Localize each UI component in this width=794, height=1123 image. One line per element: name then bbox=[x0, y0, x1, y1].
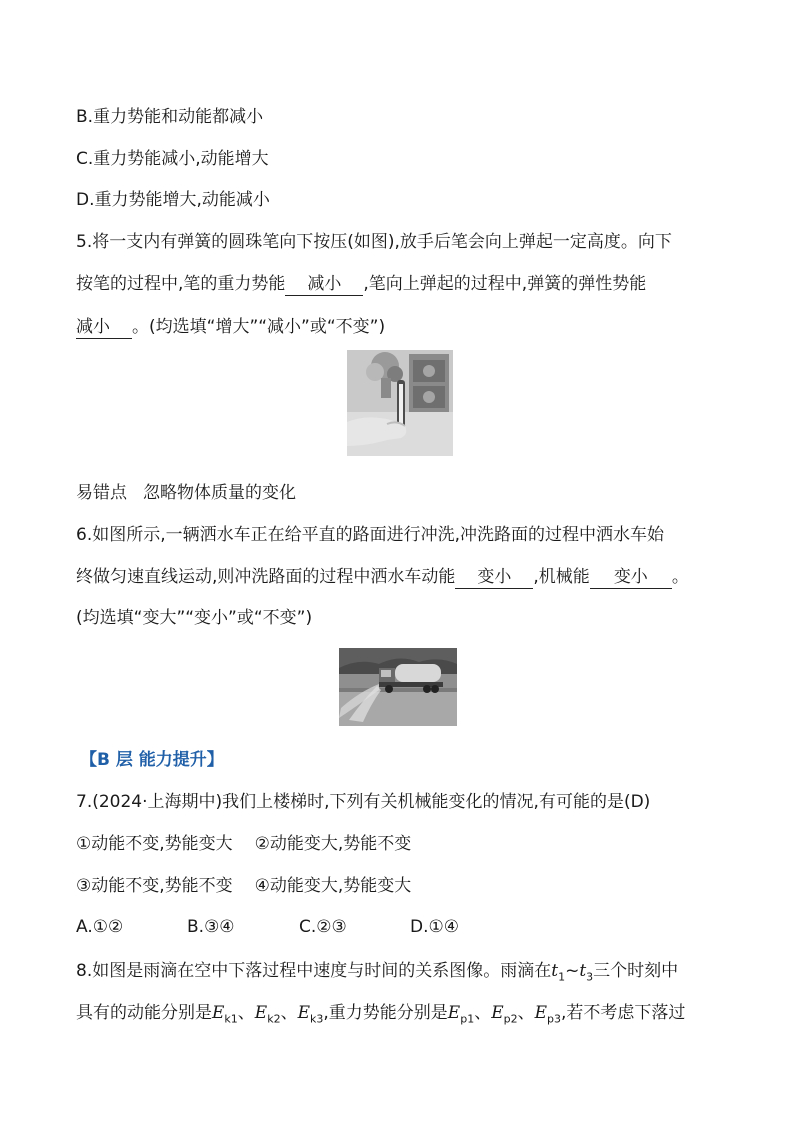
q6-answer-1: 变小 bbox=[455, 566, 533, 589]
q6-line1: 6.如图所示,一辆洒水车正在给平直的路面进行冲洗,冲洗路面的过程中洒水车始 bbox=[76, 525, 665, 545]
pen-photo bbox=[347, 350, 453, 456]
q5-answer-1: 减小 bbox=[285, 273, 363, 296]
q5-line2: 按笔的过程中,笔的重力势能 减小 ,笔向上弹起的过程中,弹簧的弹性势能 bbox=[76, 274, 647, 294]
q5-line3: 减小 。(均选填“增大”“减小”或“不变”) bbox=[76, 317, 386, 337]
q6-line2: 终做匀速直线运动,则冲洗路面的过程中洒水车动能 变小 ,机械能 变小 。 bbox=[76, 567, 689, 587]
q7-items-row1: ①动能不变,势能变大 ②动能变大,势能不变 bbox=[76, 834, 412, 854]
q7-stem: 7.(2024·上海期中)我们上楼梯时,下列有关机械能变化的情况,有可能的是(D) bbox=[76, 792, 651, 812]
q7-option-b: B.③④ bbox=[187, 917, 235, 937]
q8-line2: 具有的动能分别是$E_{k1}$、$E_{k2}$、$E_{k3}$,重力势能分别是$E_{p1}$、$E_{p2}$、$E_{p3}$,若不考虑下落过 bbox=[76, 1003, 686, 1026]
section-b-heading: 【B 层 能力提升】 bbox=[80, 750, 224, 770]
q4-option-b: B.重力势能和动能都减小 bbox=[76, 107, 264, 127]
q7-option-a: A.①② bbox=[76, 917, 124, 937]
q5-answer-2: 减小 bbox=[76, 316, 132, 339]
truck-photo bbox=[339, 648, 457, 726]
q4-option-d: D.重力势能增大,动能减小 bbox=[76, 190, 270, 210]
q8-line1: 8.如图是雨滴在空中下落过程中速度与时间的关系图像。雨滴在$t_1\sim t_3$三个时刻中 bbox=[76, 961, 679, 984]
q7-option-c: C.②③ bbox=[299, 917, 347, 937]
q5-line1: 5.将一支内有弹簧的圆珠笔向下按压(如图),放手后笔会向上弹起一定高度。向下 bbox=[76, 232, 672, 252]
q6-answer-2: 变小 bbox=[590, 566, 672, 589]
mistake-note: 易错点 忽略物体质量的变化 bbox=[76, 483, 296, 503]
q4-option-c: C.重力势能减小,动能增大 bbox=[76, 149, 269, 169]
q6-line3: (均选填“变大”“变小”或“不变”) bbox=[76, 608, 313, 628]
q7-options bbox=[76, 916, 459, 938]
q7-option-d: D.①④ bbox=[410, 917, 459, 937]
q7-items-row2: ③动能不变,势能不变 ④动能变大,势能变大 bbox=[76, 876, 412, 896]
